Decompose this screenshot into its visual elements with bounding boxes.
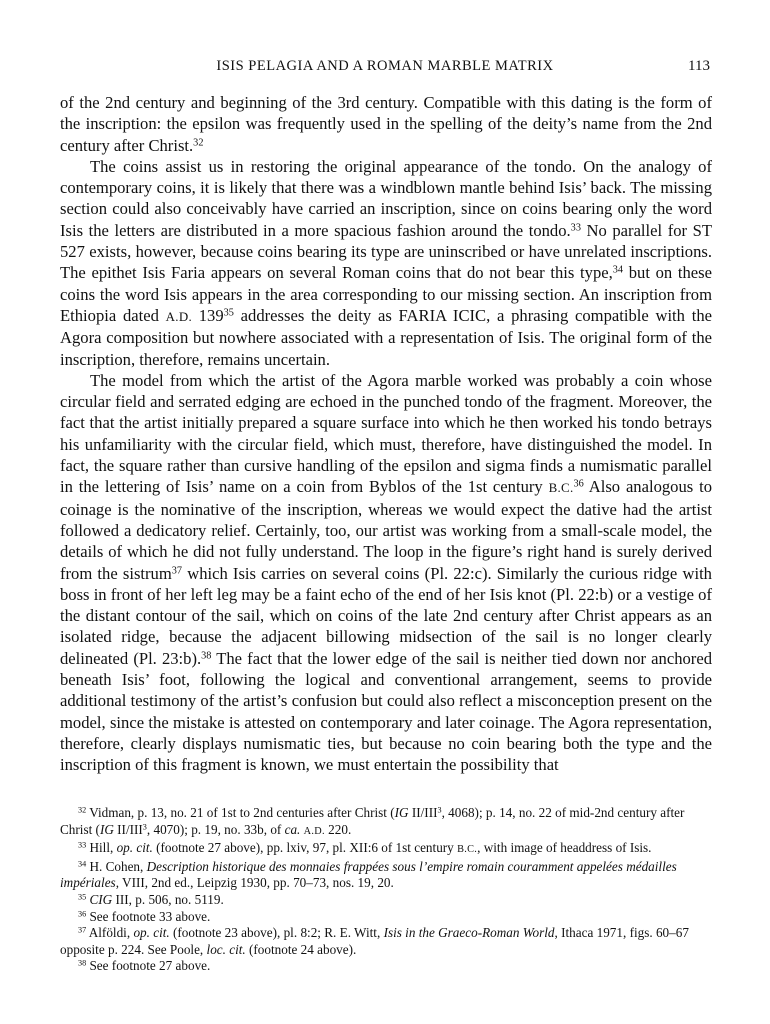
paragraph-2-text-e: addresses the deity as FARIA ICIC, a phrasing compatible with the Agora composition but nowhere associated with a representation of Isis. The original form of the inscription, therefore, remains uncertain. bbox=[60, 305, 712, 369]
paragraph-3-text-a: The model from which the artist of the Agora marble worked was probably a coin whose circular field and serrated edging are echoed in the punched tondo of the fragment. Moreover, the fact that the artist initially prepared a square surface into which he then worked his tondo betrays his unfamiliarity with the circular field, which must, therefore, have distinguished the model. In fact, the square rather than cursive handling of the epsilon and sigma finds a numismatic parallel in the lettering of Isis’ name on a coin from Byblos of the 1st century bbox=[60, 370, 712, 497]
footnote-italic: IG bbox=[99, 821, 114, 837]
footnote-text: Vidman, p. 13, no. 21 of 1st to 2nd centuries after Christ ( bbox=[86, 805, 395, 820]
footnote-text: , with image of headdress of Isis. bbox=[477, 840, 652, 856]
footnote-ref-35: 35 bbox=[223, 307, 234, 319]
footnote-italic: Description historique des monnaies frappées sous l’empire romain couramment appelées médailles impériales bbox=[60, 858, 677, 891]
running-title: ISIS PELAGIA AND A ROMAN MARBLE MATRIX bbox=[216, 58, 554, 74]
footnote-text: 220. bbox=[324, 821, 352, 837]
footnote-italic: ca. bbox=[284, 821, 301, 837]
paragraph-2 bbox=[60, 156, 712, 370]
footnote-37 bbox=[60, 925, 712, 958]
footnote-ref-37: 37 bbox=[171, 564, 183, 576]
footnote-text: III, p. 506, no. 5119. bbox=[112, 891, 224, 907]
footnote-text: , Ithaca 1971, figs. 60–67 opposite p. 224. See Poole, bbox=[60, 925, 689, 957]
footnote-text: (footnote 24 above). bbox=[245, 941, 357, 957]
era-abbrev-ad: A.D. bbox=[303, 825, 325, 837]
footnote-text: (footnote 23 above), pl. 8:2; R. E. Witt, bbox=[169, 925, 384, 941]
paragraph-1 bbox=[60, 92, 712, 156]
paragraph-3-text-b: Also analogous to coinage is the nominative of the inscription, whereas we would expect the dative had the artist followed a dedicatory relief. Certainly, too, our artist was working from a small-scale model, the details of which he did not fully understand. The loop in the figure’s right hand is surely derived from the sistrum bbox=[60, 477, 712, 583]
paragraph-2-text-b: No parallel for ST 527 exists, however, because coins bearing its type are uninscribed or have unrelated inscriptions. The epithet Isis Faria appears on several Roman coins that do not bear this type, bbox=[60, 220, 712, 283]
footnote-text: See footnote 27 above. bbox=[86, 958, 211, 974]
era-abbrev-bc: B.C. bbox=[548, 480, 574, 496]
main-text bbox=[60, 92, 712, 776]
footnote-italic: IG bbox=[394, 805, 409, 820]
footnote-italic: Isis in the Graeco-Roman World bbox=[383, 925, 555, 941]
footnote-italic: op. cit. bbox=[116, 840, 153, 856]
footnote-number: 32 bbox=[78, 805, 87, 815]
footnote-33 bbox=[60, 840, 712, 859]
footnote-ref-33: 33 bbox=[570, 222, 581, 234]
paragraph-2-text-a: The coins assist us in restoring the original appearance of the tondo. On the analogy of contemporary coins, it is likely that there was a windblown mantle behind Isis’ back. The missing section could also conceivably have carried an inscription, since on coins bearing only the word Isis the letters are distributed in a more spacious fashion around the tondo. bbox=[60, 156, 712, 240]
footnote-number: 38 bbox=[78, 958, 87, 968]
footnote-35 bbox=[60, 892, 712, 909]
footnote-text: , 4070); p. 19, no. 33b, of bbox=[146, 821, 285, 837]
footnote-italic: op. cit. bbox=[133, 925, 170, 941]
footnote-italic: CIG bbox=[89, 891, 113, 907]
footnote-superscript: 3 bbox=[437, 805, 442, 815]
footnote-text: Hill, bbox=[86, 840, 117, 856]
era-abbrev-ad: A.D. bbox=[165, 308, 193, 324]
page-number: 113 bbox=[688, 58, 710, 74]
footnote-text: See footnote 33 above. bbox=[86, 908, 211, 924]
footnote-number: 34 bbox=[78, 859, 87, 869]
era-abbrev-bc: B.C. bbox=[457, 844, 478, 856]
footnote-number: 36 bbox=[78, 909, 87, 919]
footnote-number: 35 bbox=[78, 892, 87, 902]
paragraph-3-text-d: The fact that the lower edge of the sail is neither tied down nor anchored beneath Isis’ foot, following the logical and conventional arrangement, seems to provide additional testimony of the artist’s confusion but could also reflect a misconception present on the model, since the mistake is attested on contemporary and later coinage. The Agora representation, therefore, clearly displays numismatic ties, but because no coin bearing both the type and the inscription of this fragment is known, we must entertain the possibility that bbox=[60, 648, 712, 775]
footnote-text: Alföldi, bbox=[86, 925, 134, 941]
footnote-36 bbox=[60, 909, 712, 926]
footnote-italic: loc. cit. bbox=[206, 941, 246, 957]
footnote-text: H. Cohen, bbox=[86, 858, 147, 874]
footnote-text: , VIII, 2nd ed., Leipzig 1930, pp. 70–73, nos. 19, 20. bbox=[115, 875, 394, 891]
footnote-38 bbox=[60, 958, 712, 975]
paragraph-1-text: of the 2nd century and beginning of the 3rd century. Compatible with this dating is the form of the inscription: the epsilon was frequently used in the spelling of the deity’s name from the 2nd century after Christ. bbox=[60, 93, 712, 155]
footnote-34 bbox=[60, 859, 712, 892]
footnote-number: 33 bbox=[78, 840, 87, 850]
footnote-ref-36: 36 bbox=[573, 478, 584, 490]
footnote-ref-38: 38 bbox=[201, 650, 212, 662]
footnotes bbox=[60, 805, 712, 975]
footnote-number: 37 bbox=[78, 925, 87, 935]
paragraph-3 bbox=[60, 370, 712, 776]
footnote-ref-32: 32 bbox=[193, 136, 204, 148]
paragraph-3-text-c: which Isis carries on several coins (Pl. 22:c). Similarly the curious ridge with boss in front of her left leg may be a faint echo of the end of her Isis knot (Pl. 22:b) or a vestige of the distant contour of the sail, which on coins of the late 2nd century after Christ appears as an isolated ridge, because the adjacent billowing midsection of the sail is no longer clearly delineated (Pl. 23:b). bbox=[60, 563, 712, 668]
paragraph-2-text-d: 139 bbox=[192, 305, 224, 325]
footnote-text: II/III bbox=[113, 821, 143, 837]
footnote-32 bbox=[60, 805, 712, 840]
paragraph-2-text-c: but on these coins the word Isis appears in the area corresponding to our missing section. An inscription from Ethiopia dated bbox=[60, 263, 712, 325]
footnote-ref-34: 34 bbox=[612, 264, 624, 276]
footnote-superscript: 3 bbox=[142, 822, 147, 832]
running-head bbox=[60, 58, 710, 80]
footnote-text: , 4068); p. 14, no. 22 of mid-2nd century after Christ ( bbox=[60, 805, 685, 837]
footnote-text: II/III bbox=[408, 805, 438, 820]
footnote-text: (footnote 27 above), pp. lxiv, 97, pl. XII:6 of 1st century bbox=[152, 840, 458, 856]
